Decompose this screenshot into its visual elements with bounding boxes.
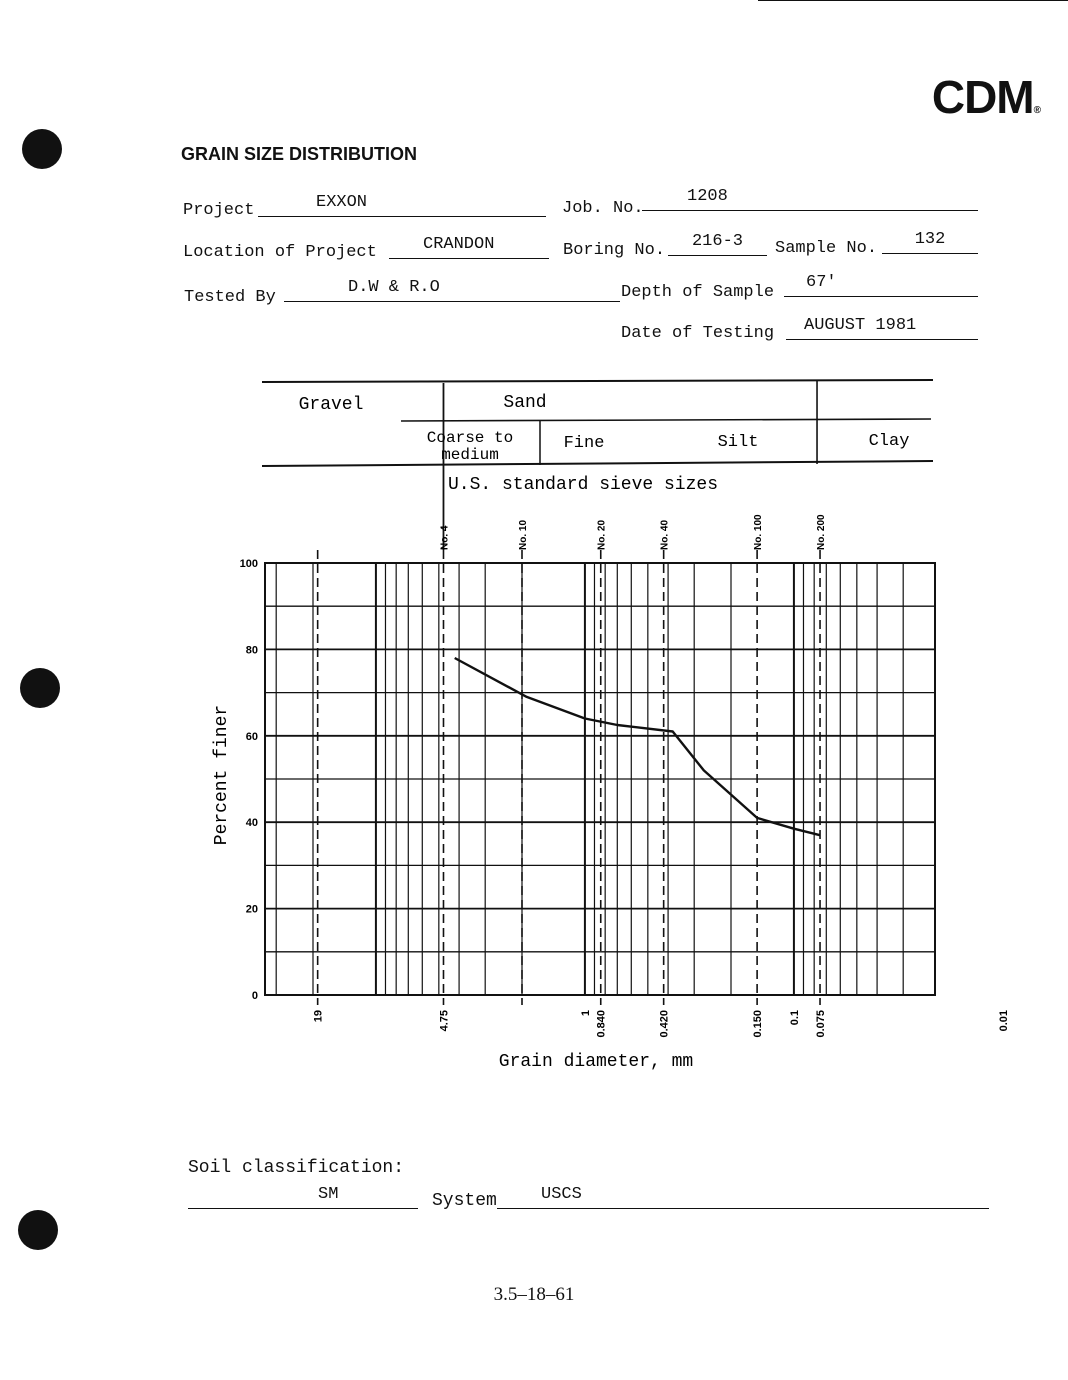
- class-clay: Clay: [868, 432, 910, 451]
- job-value: 1208: [687, 187, 728, 206]
- y-tick-label: 40: [245, 817, 258, 830]
- x-tick-label: 1: [579, 1010, 592, 1017]
- location-label: Location of Project: [183, 243, 377, 262]
- class-sand: Sand: [503, 393, 547, 413]
- tested-label: Tested By: [184, 288, 276, 307]
- page-title: GRAIN SIZE DISTRIBUTION: [181, 144, 418, 164]
- y-axis-title: Percent finer: [212, 704, 232, 846]
- sieve-dashed-lines: [318, 550, 820, 1005]
- x-tick-label: 4.75: [438, 1010, 451, 1032]
- system-field: [497, 1186, 989, 1209]
- chart-labels: [212, 393, 1068, 1072]
- x-tick-label: 0.01: [997, 1010, 1010, 1032]
- sieve-label: No. 20: [596, 519, 608, 550]
- header-bottom-rule: [262, 461, 933, 466]
- boring-value: 216-3: [691, 232, 743, 251]
- tested-value: D.W & R.O: [348, 278, 440, 297]
- system-label: System: [432, 1191, 497, 1211]
- header-top-rule: [262, 380, 933, 382]
- sample-value: 132: [914, 230, 946, 249]
- sieve-label: No. 100: [753, 514, 765, 550]
- x-tick-label: 0.150: [752, 1010, 765, 1038]
- soil-classification-label: Soil classification:: [188, 1158, 405, 1178]
- y-tick-label: 20: [245, 903, 258, 916]
- x-tick-label: 0.420: [658, 1010, 671, 1038]
- sieve-label: No. 40: [659, 519, 671, 550]
- cdm-logo: CDM®: [931, 71, 1040, 123]
- document-page-id: 3.5–18–61: [493, 1284, 575, 1305]
- y-tick-label: 100: [239, 558, 258, 570]
- x-tick-label: 0.1: [788, 1010, 801, 1026]
- class-medium: medium: [441, 446, 499, 464]
- x-tick-label: 0.840: [595, 1010, 608, 1038]
- job-label: Job. No.: [562, 199, 644, 218]
- sieve-label: No. 4: [439, 525, 451, 550]
- x-axis-title: Grain diameter, mm: [498, 1052, 694, 1072]
- sample-label: Sample No.: [775, 239, 878, 258]
- chart-marks: [455, 658, 820, 835]
- boring-label: Boring No.: [563, 241, 666, 260]
- soil-classification-field: [188, 1186, 418, 1209]
- system-value: USCS: [541, 1185, 582, 1204]
- grain-size-curve: [455, 658, 820, 835]
- date-value: AUGUST 1981: [804, 316, 917, 335]
- date-label: Date of Testing: [621, 324, 775, 343]
- project-label: Project: [183, 201, 255, 220]
- y-tick-label: 60: [245, 730, 258, 743]
- sieve-sizes-title: U.S. standard sieve sizes: [447, 475, 719, 495]
- class-gravel: Gravel: [298, 395, 364, 415]
- y-tick-label: 0: [251, 990, 258, 1002]
- project-value: EXXON: [316, 193, 368, 212]
- header-mid-rule: [401, 419, 931, 421]
- sieve-label: No. 10: [518, 519, 529, 550]
- x-tick-label: 19: [312, 1010, 325, 1023]
- y-tick-label: 80: [245, 644, 258, 657]
- x-tick-label: 0.075: [815, 1010, 828, 1038]
- depth-label: Depth of Sample: [621, 283, 775, 302]
- depth-value: 67': [806, 273, 837, 292]
- location-value: CRANDON: [423, 235, 495, 254]
- class-silt: Silt: [717, 433, 759, 452]
- class-fine: Fine: [563, 434, 605, 453]
- class-coarse: Coarse to: [426, 429, 514, 447]
- soil-classification-value: SM: [318, 1185, 339, 1204]
- sieve-label: No. 200: [816, 514, 828, 550]
